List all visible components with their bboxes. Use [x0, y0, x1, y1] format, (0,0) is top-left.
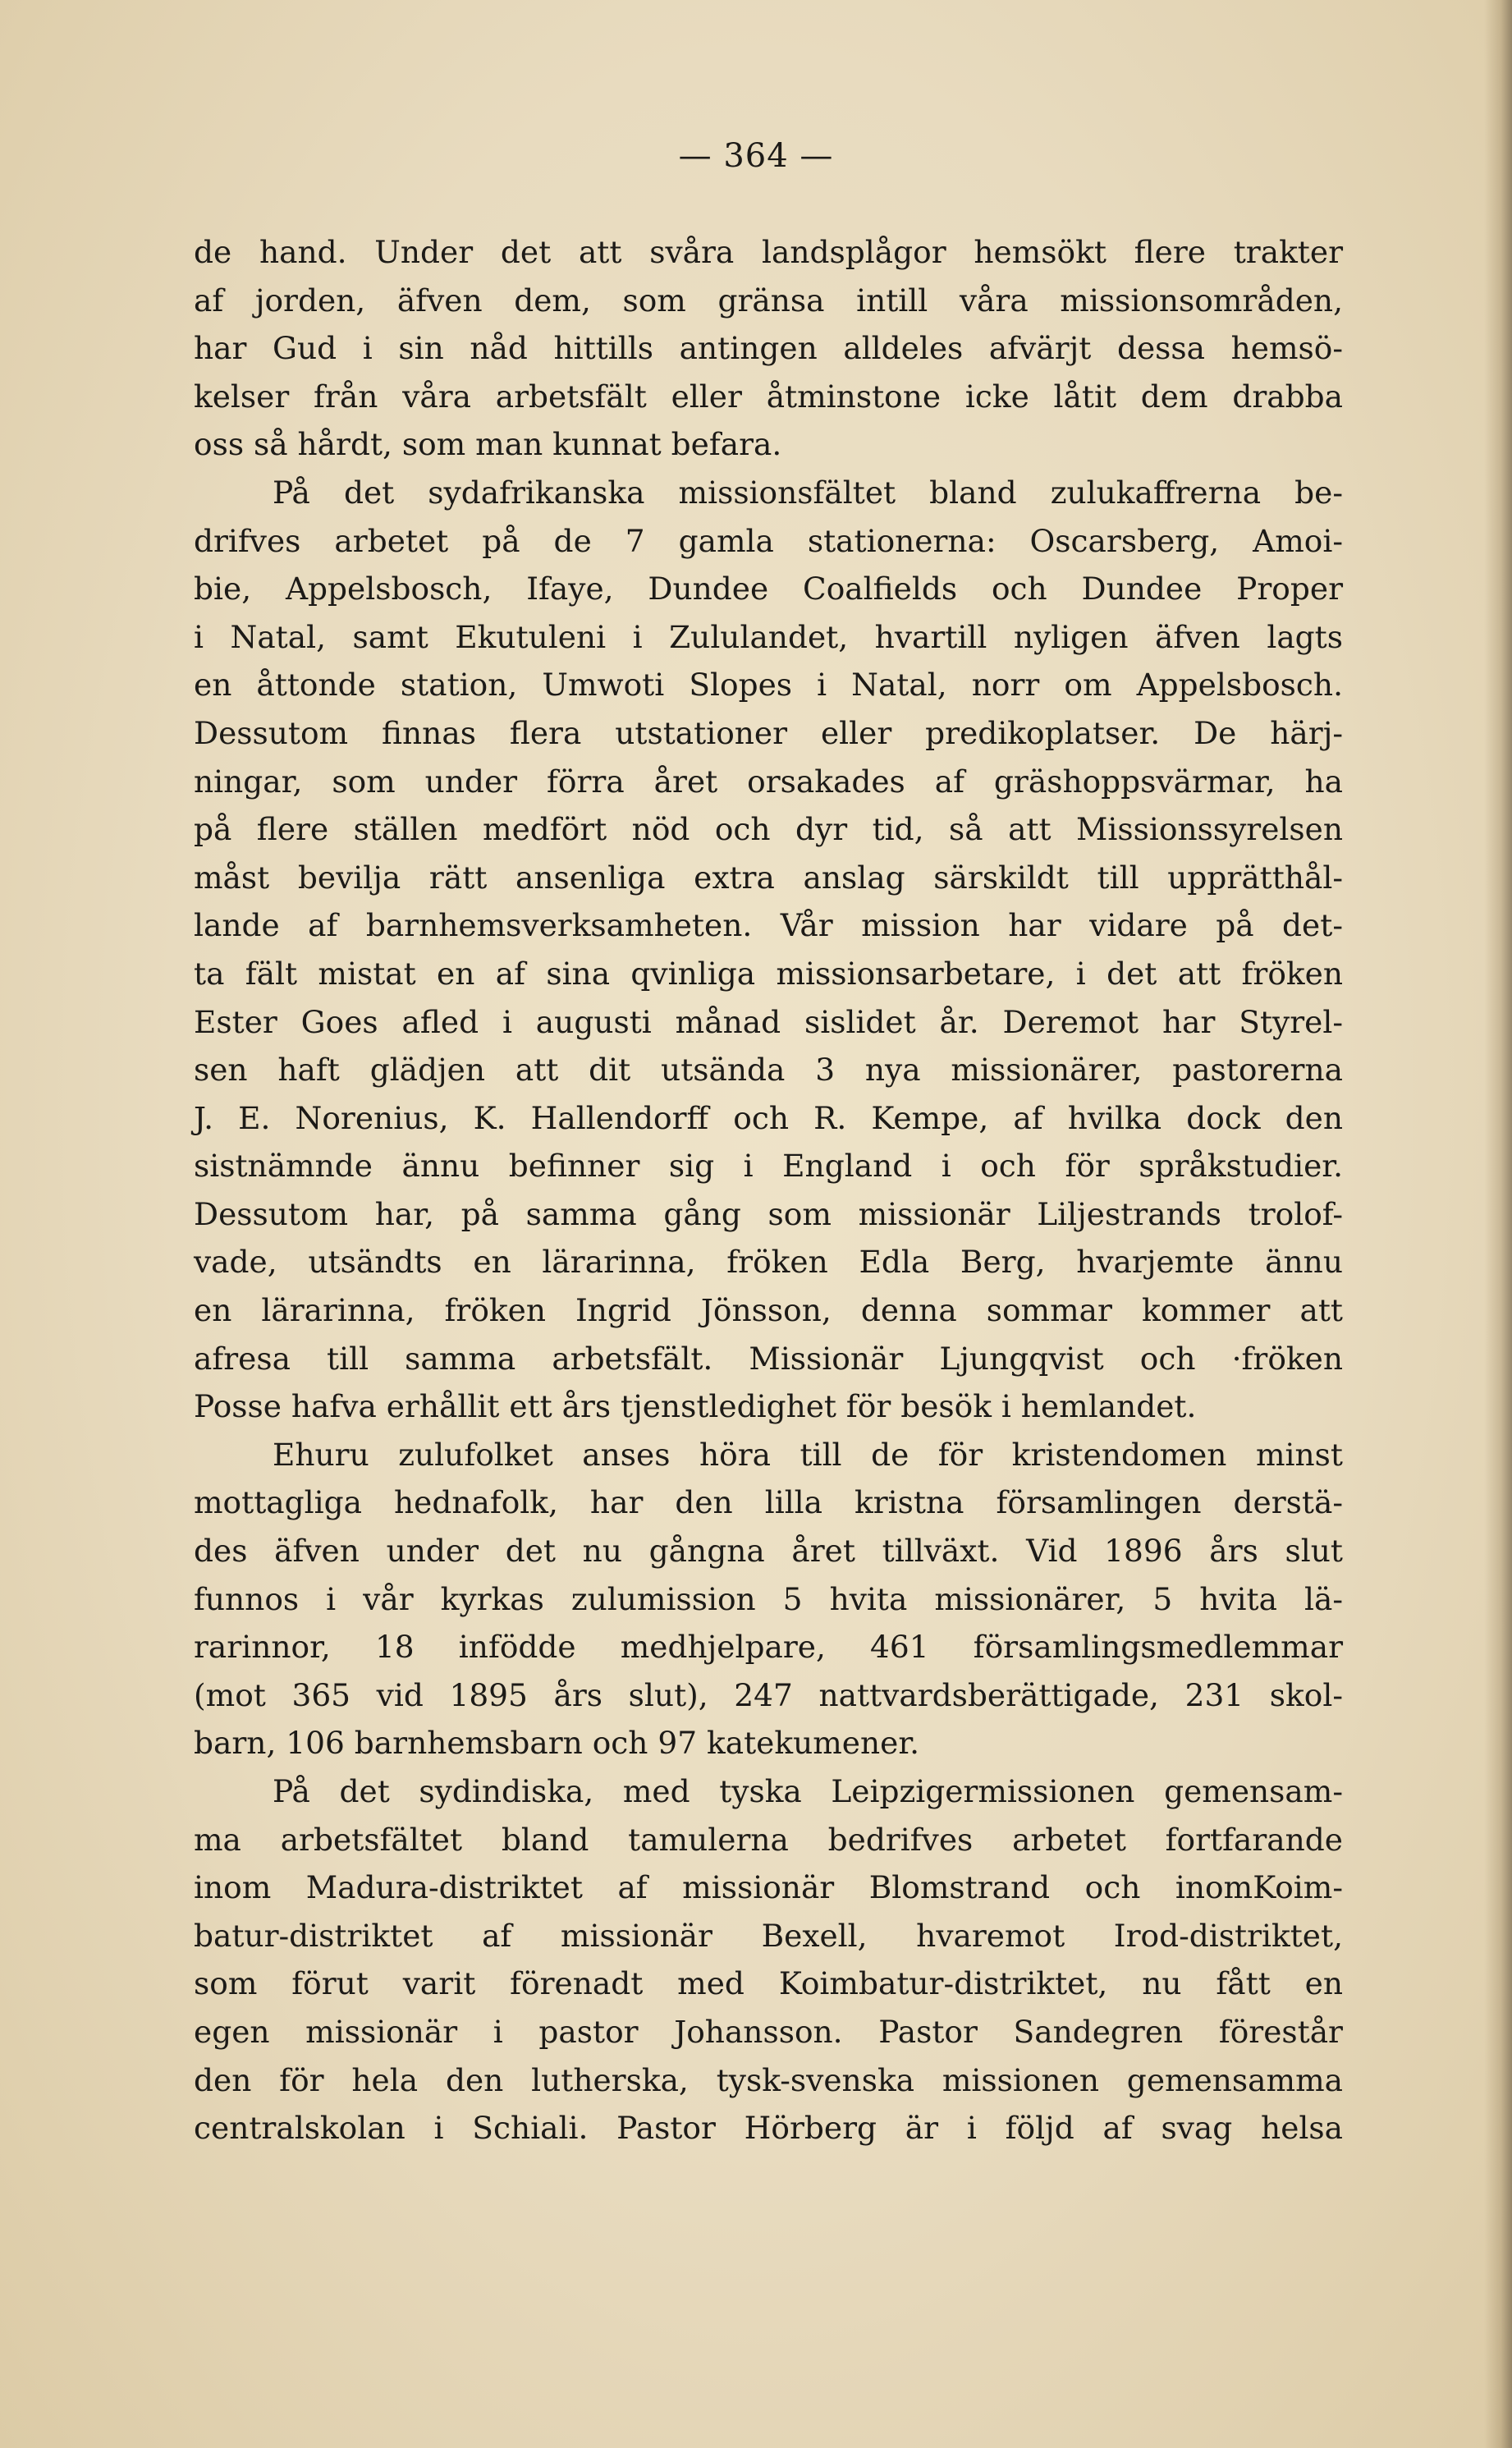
text-line: Ehuru zulufolket anses höra till de för kristendomen minst	[273, 1436, 1343, 1473]
text-line: de hand. Under det att svåra landsplågor hemsökt flere trakter	[194, 234, 1343, 270]
text-line: kelser från våra arbetsfält eller åtminstone icke låtit dem drabba	[194, 378, 1343, 415]
text-line: batur-distriktet af missionär Bexell, hvaremot Irod-distriktet,	[194, 1917, 1343, 1954]
text-line: J. E. Norenius, K. Hallendorff och R. Kempe, af hvilka dock den	[194, 1099, 1343, 1136]
text-line: barn, 106 barnhemsbarn och 97 katekumener.	[194, 1725, 920, 1762]
text-line: oss så hårdt, som man kunnat befara.	[194, 426, 782, 463]
page-edge-shadow	[1484, 0, 1512, 2448]
text-line: en lärarinna, fröken Ingrid Jönsson, denna sommar kommer att	[194, 1292, 1343, 1329]
text-line: drifves arbetet på de 7 gamla stationerna: Oscarsberg, Amoi-	[194, 522, 1343, 559]
text-line: måst bevilja rätt ansenliga extra anslag särskildt till upprätthål-	[194, 859, 1343, 896]
text-line: egen missionär i pastor Johansson. Pastor Sandegren förestår	[194, 2013, 1343, 2050]
text-line: centralskolan i Schiali. Pastor Hörberg är i följd af svag helsa	[194, 2110, 1343, 2147]
text-line: har Gud i sin nåd hittills antingen alldeles afvärjt dessa hemsö-	[194, 330, 1343, 367]
text-line: sistnämnde ännu befinner sig i England i och för språkstudier.	[194, 1148, 1343, 1185]
text-line: (mot 365 vid 1895 års slut), 247 nattvardsberättigade, 231 skol-	[194, 1676, 1343, 1713]
text-line: den för hela den lutherska, tysk-svenska missionen gemensamma	[194, 2061, 1343, 2098]
text-line: som förut varit förenadt med Koimbatur-distriktet, nu fått en	[194, 1965, 1343, 2002]
text-line: Dessutom finnas flera utstationer eller predikoplatser. De härj-	[194, 714, 1343, 751]
text-line: Dessutom har, på samma gång som missionär Liljestrands trolof-	[194, 1195, 1343, 1232]
text-line: i Natal, samt Ekutuleni i Zululandet, hvartill nyligen äfven lagts	[194, 618, 1343, 655]
text-line: bie, Appelsbosch, Ifaye, Dundee Coalfields och Dundee Proper	[194, 571, 1343, 607]
text-line: en åttonde station, Umwoti Slopes i Natal, norr om Appelsbosch.	[194, 667, 1343, 704]
text-line: funnos i vår kyrkas zulumission 5 hvita missionärer, 5 hvita lä-	[194, 1580, 1343, 1617]
text-line: vade, utsändts en lärarinna, fröken Edla Berg, hvarjemte ännu	[194, 1244, 1343, 1281]
text-line: afresa till samma arbetsfält. Missionär Ljungqvist och ·fröken	[194, 1340, 1343, 1377]
text-line: På det sydindiska, med tyska Leipzigermissionen gemensam-	[273, 1773, 1343, 1809]
text-line: inom Madura-distriktet af missionär Blomstrand och inomKoim-	[194, 1869, 1343, 1906]
body-text	[194, 228, 1343, 2152]
text-line: mottagliga hednafolk, har den lilla kristna församlingen derstä-	[194, 1484, 1343, 1521]
text-line: af jorden, äfven dem, som gränsa intill våra missionsområden,	[194, 282, 1343, 319]
text-line: Ester Goes afled i augusti månad sislidet år. Deremot har Styrel-	[194, 1003, 1343, 1040]
text-line: rarinnor, 18 infödde medhjelpare, 461 församlingsmedlemmar	[194, 1629, 1343, 1666]
text-line: på flere ställen medfört nöd och dyr tid, så att Missionssyrelsen	[194, 811, 1343, 848]
text-line: des äfven under det nu gångna året tillväxt. Vid 1896 års slut	[194, 1533, 1343, 1570]
page-number: — 364 —	[678, 137, 834, 175]
text-line: sen haft glädjen att dit utsända 3 nya missionärer, pastorerna	[194, 1052, 1343, 1089]
text-line: ta fält mistat en af sina qvinliga missionsarbetare, i det att fröken	[194, 955, 1343, 992]
text-line: ningar, som under förra året orsakades af gräshoppsvärmar, ha	[194, 763, 1343, 800]
text-line: På det sydafrikanska missionsfältet bland zulukaffrerna be-	[273, 474, 1343, 511]
text-line: ma arbetsfältet bland tamulerna bedrifves arbetet fortfarande	[194, 1821, 1343, 1858]
text-line: Posse hafva erhållit ett års tjenstledighet för besök i hemlandet.	[194, 1388, 1197, 1425]
text-line: lande af barnhemsverksamheten. Vår mission har vidare på det-	[194, 907, 1343, 944]
